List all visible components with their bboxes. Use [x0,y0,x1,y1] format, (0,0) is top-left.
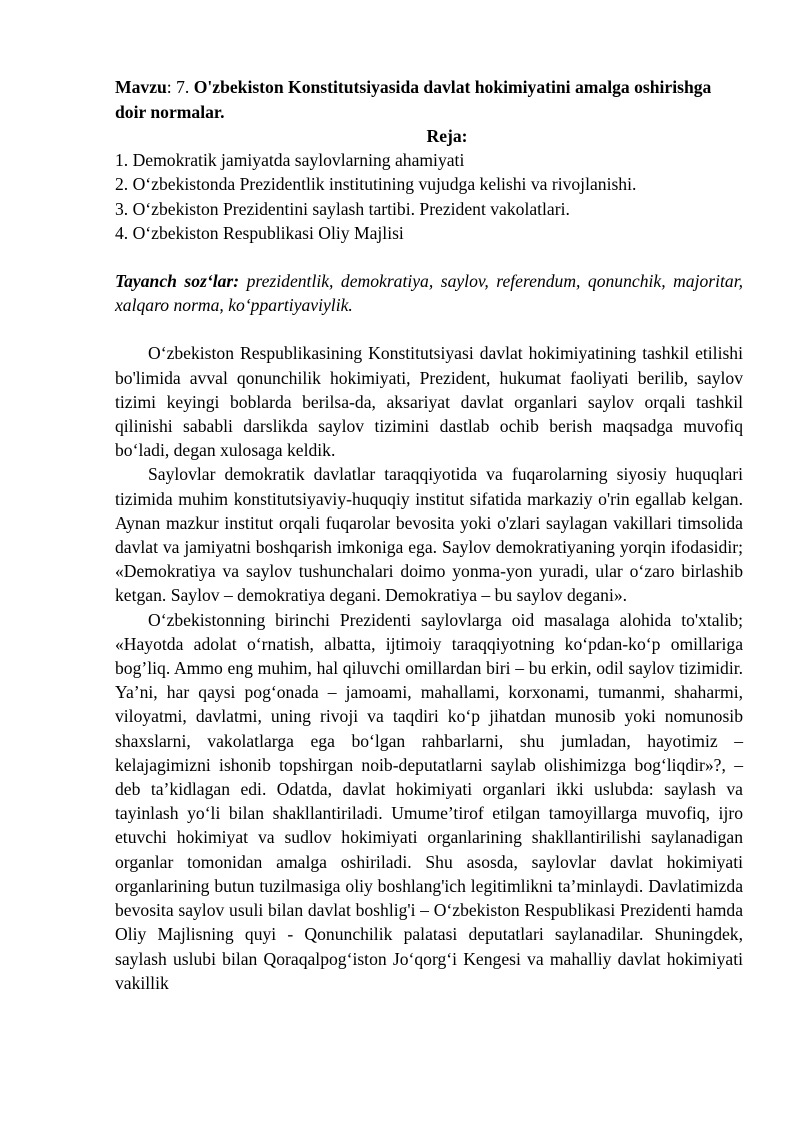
topic-title: O'zbekiston Konstitutsiyasida davlat hokimiyatini amalga oshirishga doir normalar. [115,77,712,122]
topic-heading [115,75,743,124]
plan-item: 2. O‘zbekistonda Prezidentlik institutining vujudga kelishi va rivojlanishi. [115,174,637,195]
topic-number: : 7. [166,77,194,97]
body-paragraph-1: O‘zbekiston Respublikasining Konstitutsiyasi davlat hokimiyatining tashkil etilishi bo'limida avval qonunchilik hokimiyati, Prezident, hukumat faoliyati berilib, saylov tizimi keyingi boblarda berilsa-da, aksariyat davlat organlari saylov orqali tashkil qilinishi sababli darslikda saylov tizimini dastlab ochib berish maqsadga muvofiq bo‘ladi, degan xulosaga keldik. [115,343,743,461]
keywords-paragraph [115,269,743,317]
topic-label: Mavzu [115,77,167,97]
plan-heading: Reja: [426,126,468,146]
plan-item: 1. Demokratik jamiyatda saylovlarning ahamiyati [115,150,465,171]
plan-item: 3. O‘zbekiston Prezidentini saylash tartibi. Prezident vakolatlari. [115,198,570,219]
plan-list [115,148,743,245]
plan-item: 4. O‘zbekiston Respublikasi Oliy Majlisi [115,222,404,243]
body-paragraph-3: O‘zbekistonning birinchi Prezidenti saylovlarga oid masalaga alohida to'xtalib; «Hayotda adolat o‘rnatish, albatta, ijtimoiy taraqqiyotning ko‘pdan-ko‘p omillariga bog’liq. Ammo eng muhim, hal qiluvchi omillardan biri – bu erkin, odil saylov tizimidir. Ya’ni, har qaysi pog‘onada – jamoami, mahallami, korxonami, tumanmi, shaharmi, viloyatmi, davlatmi, uning rivoji va taqdiri ko‘p jihatdan munosib yoki nomunosib shaxslarni, vakolatlarga ega bo‘lgan rahbarlarni, shu jumladan, hayotimiz – kelajagimizni ishonib topshirgan noib-deputatlarni saylab olishimizga bog‘liqdir»?, – deb ta’kidlagan edi. Odatda, davlat hokimiyati organlari ikki uslubda: saylash va tayinlash yo‘li bilan shakllantiriladi. Umume’tirof etilgan tamoyillarga muvofiq, ijro etuvchi hokimiyat va sudlov hokimiyati organlarining shakllantirilishi saylanadigan organlar tomonidan amalga oshiriladi. Shu asosda, saylovlar davlat hokimiyati organlarining butun tuzilmasiga oliy boshlang'ich legitimlikni ta’minlaydi. Davlatimizda bevosita saylov usuli bilan davlat boshlig'i – O‘zbekiston Respublikasi Prezidenti hamda Oliy Majlisning quyi - Qonunchilik palatasi deputatlari saylanadilar. Shuningdek, saylash uslubi bilan Qoraqalpog‘iston Jo‘qorg‘i Kengesi va mahalliy davlat hokimiyati vakillik [115,609,743,993]
document-content [115,75,743,995]
spacer [115,317,743,341]
keywords-text: prezidentlik, demokratiya, saylov, referendum, qonunchik, majoritar, xalqaro norma, ko‘ppartiyaviylik. [115,271,743,316]
keywords-label: Tayanch soz‘lar: [115,271,240,292]
body-paragraph-2: Saylovlar demokratik davlatlar taraqqiyotida va fuqarolarning siyosiy huquqlari tizimida muhim konstitutsiyaviy-huquqiy institut sifatida markaziy o'rin egallab kelgan. Aynan mazkur institut orqali fuqarolar bevosita yoki o'zlari saylagan vakillari timsolida davlat va jamiyatni boshqarish imkoniga ega. Saylov demokratiyaning yorqin ifodasidir; «Demokratiya va saylov tushunchalari doimo yonma-yon yuradi, ular o‘zaro birlashib ketgan. Saylov – demokratiya degani. Demokratiya – bu saylov degani». [115,464,743,606]
